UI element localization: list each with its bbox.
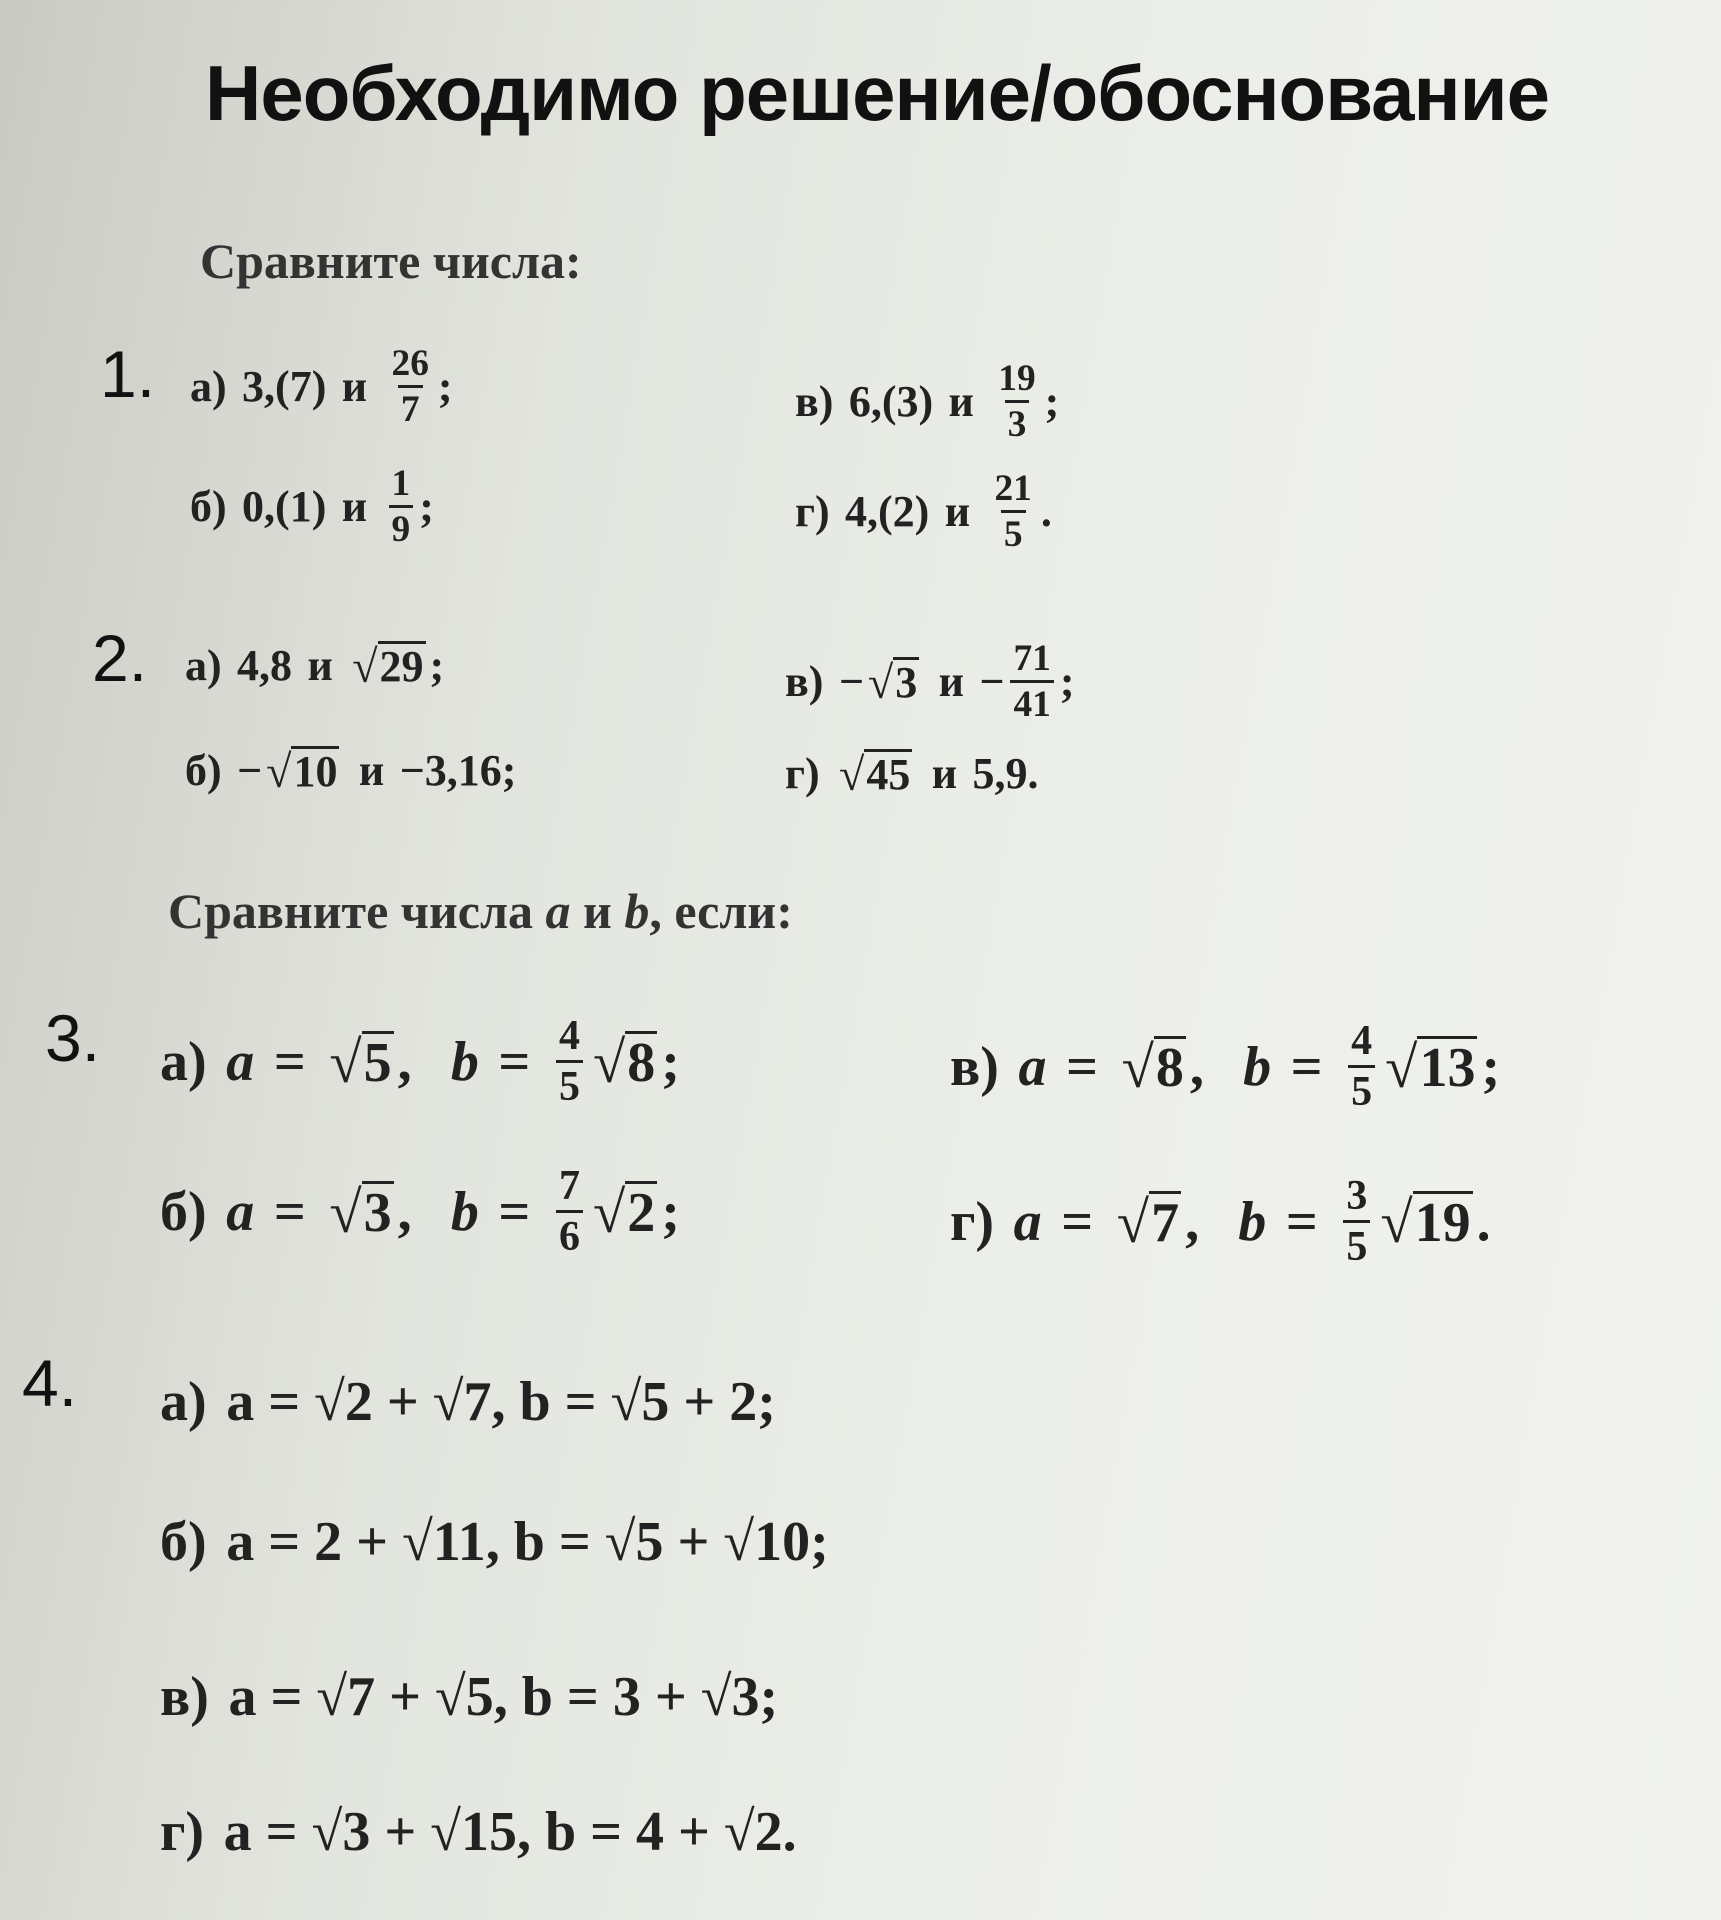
square-root: √ 2 — [592, 1179, 656, 1245]
item-end: ; — [1044, 377, 1060, 427]
item-label: б) — [160, 1180, 207, 1243]
item-label: г) — [795, 487, 830, 537]
square-root: √ 3 — [867, 657, 918, 709]
minus-sign: − — [237, 746, 263, 795]
number-left: 3,(7) — [242, 362, 327, 412]
minus-sign: − — [838, 657, 864, 707]
equals: = — [1285, 1190, 1318, 1253]
minus-sign: − — [979, 657, 1005, 707]
square-root: √ 19 — [1380, 1189, 1471, 1255]
fraction: $\frac{19}{3}$ — [998, 358, 1036, 446]
task3-item-v — [950, 1020, 1500, 1113]
number-left: 6,(3) — [848, 377, 934, 427]
square-root: √ 13 — [1385, 1034, 1476, 1100]
task-number-3: 3. — [45, 1001, 101, 1075]
item-label: а) — [160, 1371, 207, 1433]
var-a: a — [226, 1030, 255, 1093]
page-title: Необходимо решение/обоснование — [205, 49, 1549, 137]
number-left: 4,8 — [237, 641, 293, 690]
section-heading-compare-numbers: Сравните числа: — [200, 233, 582, 289]
item-end: ; — [437, 362, 453, 412]
number-left: 0,(1) — [242, 482, 327, 532]
item-label: б) — [160, 1511, 207, 1573]
fraction: $\frac{4}{5}$ — [1348, 1020, 1375, 1113]
item-label: в) — [950, 1035, 999, 1098]
word-and: и — [358, 746, 385, 795]
item-end: ; — [1481, 1035, 1501, 1098]
task3-item-a — [160, 1015, 680, 1108]
item-label: в) — [160, 1666, 209, 1728]
item-label: в) — [795, 377, 834, 427]
item-end: . — [1040, 487, 1052, 537]
expression: a = 2 + √11, b = √5 + √10; — [226, 1511, 829, 1573]
task-number-2: 2. — [92, 621, 148, 695]
number-right: −3,16 — [399, 746, 502, 795]
item-label: г) — [160, 1801, 205, 1863]
task4-item-g — [160, 1800, 797, 1864]
task1-item-b — [190, 465, 434, 549]
task1-item-g — [795, 470, 1052, 554]
item-end: ; — [429, 641, 445, 690]
item-label: г) — [785, 749, 820, 798]
item-end: ; — [419, 482, 434, 532]
item-label: г) — [950, 1190, 995, 1253]
number-left: 4,(2) — [845, 487, 930, 537]
item-label: б) — [185, 746, 222, 795]
expression: a = √2 + √7, b = √5 + 2; — [226, 1371, 776, 1433]
var-b: b — [1243, 1035, 1272, 1098]
task2-item-g — [785, 748, 1039, 799]
comma: , — [1189, 1035, 1204, 1098]
task4-item-v — [160, 1665, 778, 1729]
var-a: a — [1018, 1035, 1047, 1098]
fraction: $\frac{21}{5}$ — [994, 468, 1032, 556]
var-b: b — [450, 1180, 479, 1243]
fraction: $\frac{26}{7}$ — [391, 343, 429, 431]
equals: = — [1290, 1035, 1323, 1098]
task-number-4: 4. — [22, 1346, 78, 1420]
word-and: и — [341, 362, 368, 412]
fraction: $\frac{71}{41}$ — [1010, 640, 1053, 724]
item-end: ; — [661, 1030, 680, 1093]
word-and: и — [944, 487, 971, 537]
equals: = — [273, 1180, 306, 1243]
fraction: $\frac{3}{5}$ — [1343, 1175, 1370, 1268]
task1-item-v — [795, 360, 1059, 444]
var-a: a — [1013, 1190, 1042, 1253]
comma: , — [397, 1180, 412, 1243]
task3-item-g — [950, 1175, 1491, 1268]
word-and: и — [341, 482, 368, 532]
equals: = — [1066, 1035, 1098, 1098]
equals: = — [498, 1030, 531, 1093]
square-root: √ 29 — [352, 640, 424, 692]
item-label: в) — [785, 657, 824, 707]
comma: , — [1185, 1190, 1200, 1253]
square-root: √ 5 — [329, 1029, 392, 1095]
item-label: а) — [185, 641, 222, 690]
equals: = — [498, 1180, 531, 1243]
equals: = — [1061, 1190, 1094, 1253]
item-end: . — [1027, 749, 1039, 798]
fraction: $\frac{4}{5}$ — [556, 1015, 583, 1108]
square-root: √ 7 — [1116, 1189, 1180, 1255]
item-end: ; — [1059, 657, 1075, 707]
task4-item-a — [160, 1370, 776, 1434]
square-root: √ 8 — [592, 1029, 656, 1095]
task2-item-v — [785, 640, 1075, 724]
section-heading-compare-a-b: Сравните числа a и b, если: — [168, 883, 793, 939]
square-root: √ 45 — [839, 748, 911, 800]
word-and: и — [938, 657, 964, 707]
square-root: √ 8 — [1121, 1034, 1184, 1100]
task3-item-b — [160, 1165, 680, 1258]
fraction: $\frac{1}{9}$ — [389, 465, 414, 549]
item-end: . — [1476, 1190, 1491, 1253]
item-end: ; — [501, 746, 517, 795]
word-and: и — [948, 377, 974, 427]
comma: , — [397, 1030, 412, 1093]
number-right: 5,9 — [972, 749, 1028, 798]
task1-item-a — [190, 345, 453, 429]
item-end: ; — [661, 1180, 680, 1243]
var-b: b — [1238, 1190, 1267, 1253]
item-label: а) — [160, 1030, 207, 1093]
task2-item-a — [185, 640, 444, 691]
square-root: √ 3 — [329, 1179, 392, 1245]
task-number-1: 1. — [100, 337, 156, 411]
var-b: b — [450, 1030, 479, 1093]
equals: = — [273, 1030, 306, 1093]
item-label: б) — [190, 482, 227, 532]
fraction: $\frac{7}{6}$ — [556, 1165, 583, 1258]
word-and: и — [931, 749, 958, 798]
expression: a = √3 + √15, b = 4 + √2. — [223, 1801, 797, 1863]
square-root: √ 10 — [266, 745, 338, 797]
task2-item-b — [185, 745, 516, 796]
item-label: а) — [190, 362, 227, 412]
task4-item-b — [160, 1510, 829, 1574]
var-a: a — [226, 1180, 255, 1243]
word-and: и — [307, 641, 333, 690]
expression: a = √7 + √5, b = 3 + √3; — [228, 1666, 779, 1728]
